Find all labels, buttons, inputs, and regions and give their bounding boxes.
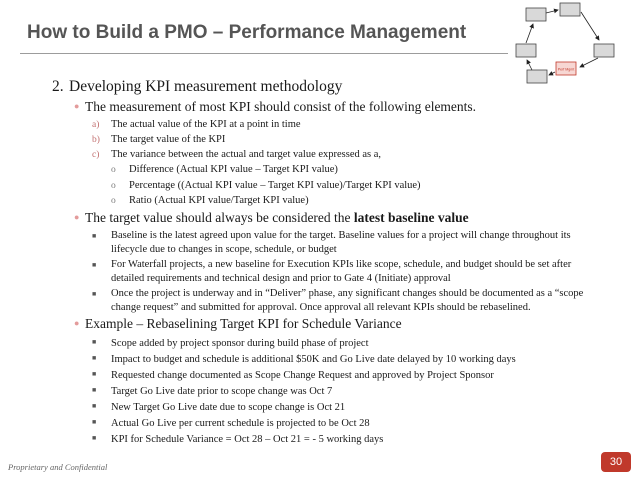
square-bullet-icon: ■: [92, 370, 97, 378]
item-text: The variance between the actual and target value expressed as a,: [111, 149, 382, 160]
square-bullet-icon: ■: [92, 232, 97, 240]
list-item-text: Once the project is underway and in “Deliver” phase, any significant changes should be documented as a “scope change request” and submitted for approval. Once approval all relevant KPIs should be rebaselined.: [111, 288, 584, 313]
cycle-arrow: [546, 10, 558, 13]
list-item-text: Scope added by project sponsor during build phase of project: [111, 338, 369, 349]
point-2-text: The target value should always be considered the: [85, 210, 354, 225]
list-item-text: New Target Go Live date due to scope change is Oct 21: [111, 402, 346, 413]
slide-title: How to Build a PMO – Performance Management: [27, 22, 467, 43]
list-item: [92, 367, 494, 383]
list-item-text: Actual Go Live per current schedule is projected to be Oct 28: [111, 418, 370, 429]
item-text: The target value of the KPI: [111, 134, 226, 145]
cycle-box-top-right: [560, 3, 580, 16]
point-2: [74, 210, 469, 226]
square-bullet-icon: ■: [92, 386, 97, 394]
circle-bullet-icon: o: [111, 181, 116, 191]
sub-item: [111, 164, 338, 175]
item-text: The actual value of the KPI at a point in time: [111, 119, 301, 130]
list-item: [92, 399, 345, 415]
sub-item-text: Percentage ((Actual KPI value – Target KPI value)/Target KPI value): [129, 180, 421, 191]
sub-item-text: Difference (Actual KPI value – Target KPI value): [129, 164, 338, 175]
pmo-cycle-diagram: [0, 0, 638, 90]
sub-item-text: Ratio (Actual KPI value/Target KPI value): [129, 195, 309, 206]
item-letter: b): [92, 135, 100, 145]
bullet-icon: ●: [74, 101, 80, 111]
confidential-footer: Proprietary and Confidential: [8, 462, 108, 472]
item-letter: a): [92, 120, 100, 130]
list-item: [92, 229, 601, 257]
sub-item: [111, 180, 421, 191]
cycle-box-right: [594, 44, 614, 57]
lettered-item: [92, 149, 381, 160]
point-3: [74, 316, 402, 332]
list-item-text: KPI for Schedule Variance = Oct 28 – Oct 21 = - 5 working days: [111, 434, 384, 445]
square-bullet-icon: ■: [92, 338, 97, 346]
cycle-box-left: [516, 44, 536, 57]
point-1-text: The measurement of most KPI should consist of the following elements.: [85, 99, 477, 114]
bullet-icon: ●: [74, 318, 80, 328]
list-item: [92, 431, 383, 447]
square-bullet-icon: ■: [92, 434, 97, 442]
cycle-arrow: [580, 58, 598, 67]
cycle-arrow: [526, 24, 533, 43]
cycle-box-top-left: [526, 8, 546, 21]
square-bullet-icon: ■: [92, 290, 97, 298]
cycle-arrow: [549, 72, 555, 75]
list-item-text: For Waterfall projects, a new baseline for Execution KPIs like scope, schedule, and budget should be set after detailed requirements and technical design and prior to Gate 4 (Initiate) approval: [111, 259, 572, 284]
sub-item: [111, 195, 309, 206]
page-number-badge: 30: [601, 452, 631, 472]
list-item: [92, 415, 370, 431]
lettered-item: [92, 119, 301, 130]
square-bullet-icon: ■: [92, 261, 97, 269]
section-heading: [52, 78, 342, 96]
list-item-text: Requested change documented as Scope Change Request and approved by Project Sponsor: [111, 370, 494, 381]
cycle-perf-mgmt-label: Perf Mgmt: [557, 67, 575, 72]
lettered-item: [92, 134, 225, 145]
list-item-text: Target Go Live date prior to scope change was Oct 7: [111, 386, 333, 397]
section-number: 2.: [52, 78, 64, 95]
list-item: [92, 335, 368, 351]
list-item-text: Impact to budget and schedule is additional $50K and Go Live date delayed by 10 working days: [111, 354, 516, 365]
square-bullet-icon: ■: [92, 402, 97, 410]
point-1: [74, 99, 476, 115]
bullet-icon: ●: [74, 212, 80, 222]
list-item: [92, 287, 601, 315]
cycle-box-bottom-left: [527, 70, 547, 83]
cycle-arrow: [527, 60, 532, 70]
item-letter: c): [92, 150, 100, 160]
list-item: [92, 383, 332, 399]
point-3-text: Example – Rebaselining Target KPI for Schedule Variance: [85, 316, 402, 331]
list-item: [92, 351, 516, 367]
point-2-emphasis: latest baseline value: [353, 210, 469, 225]
list-item-text: Baseline is the latest agreed upon value for the target. Baseline values for a project will change throughout its lifecycle due to changes in scope, schedule, or budget: [111, 230, 571, 255]
circle-bullet-icon: o: [111, 165, 116, 175]
circle-bullet-icon: o: [111, 196, 116, 206]
square-bullet-icon: ■: [92, 354, 97, 362]
square-bullet-icon: ■: [92, 418, 97, 426]
list-item: [92, 258, 601, 286]
section-heading-text: Developing KPI measurement methodology: [69, 78, 343, 95]
cycle-arrow: [581, 12, 599, 40]
